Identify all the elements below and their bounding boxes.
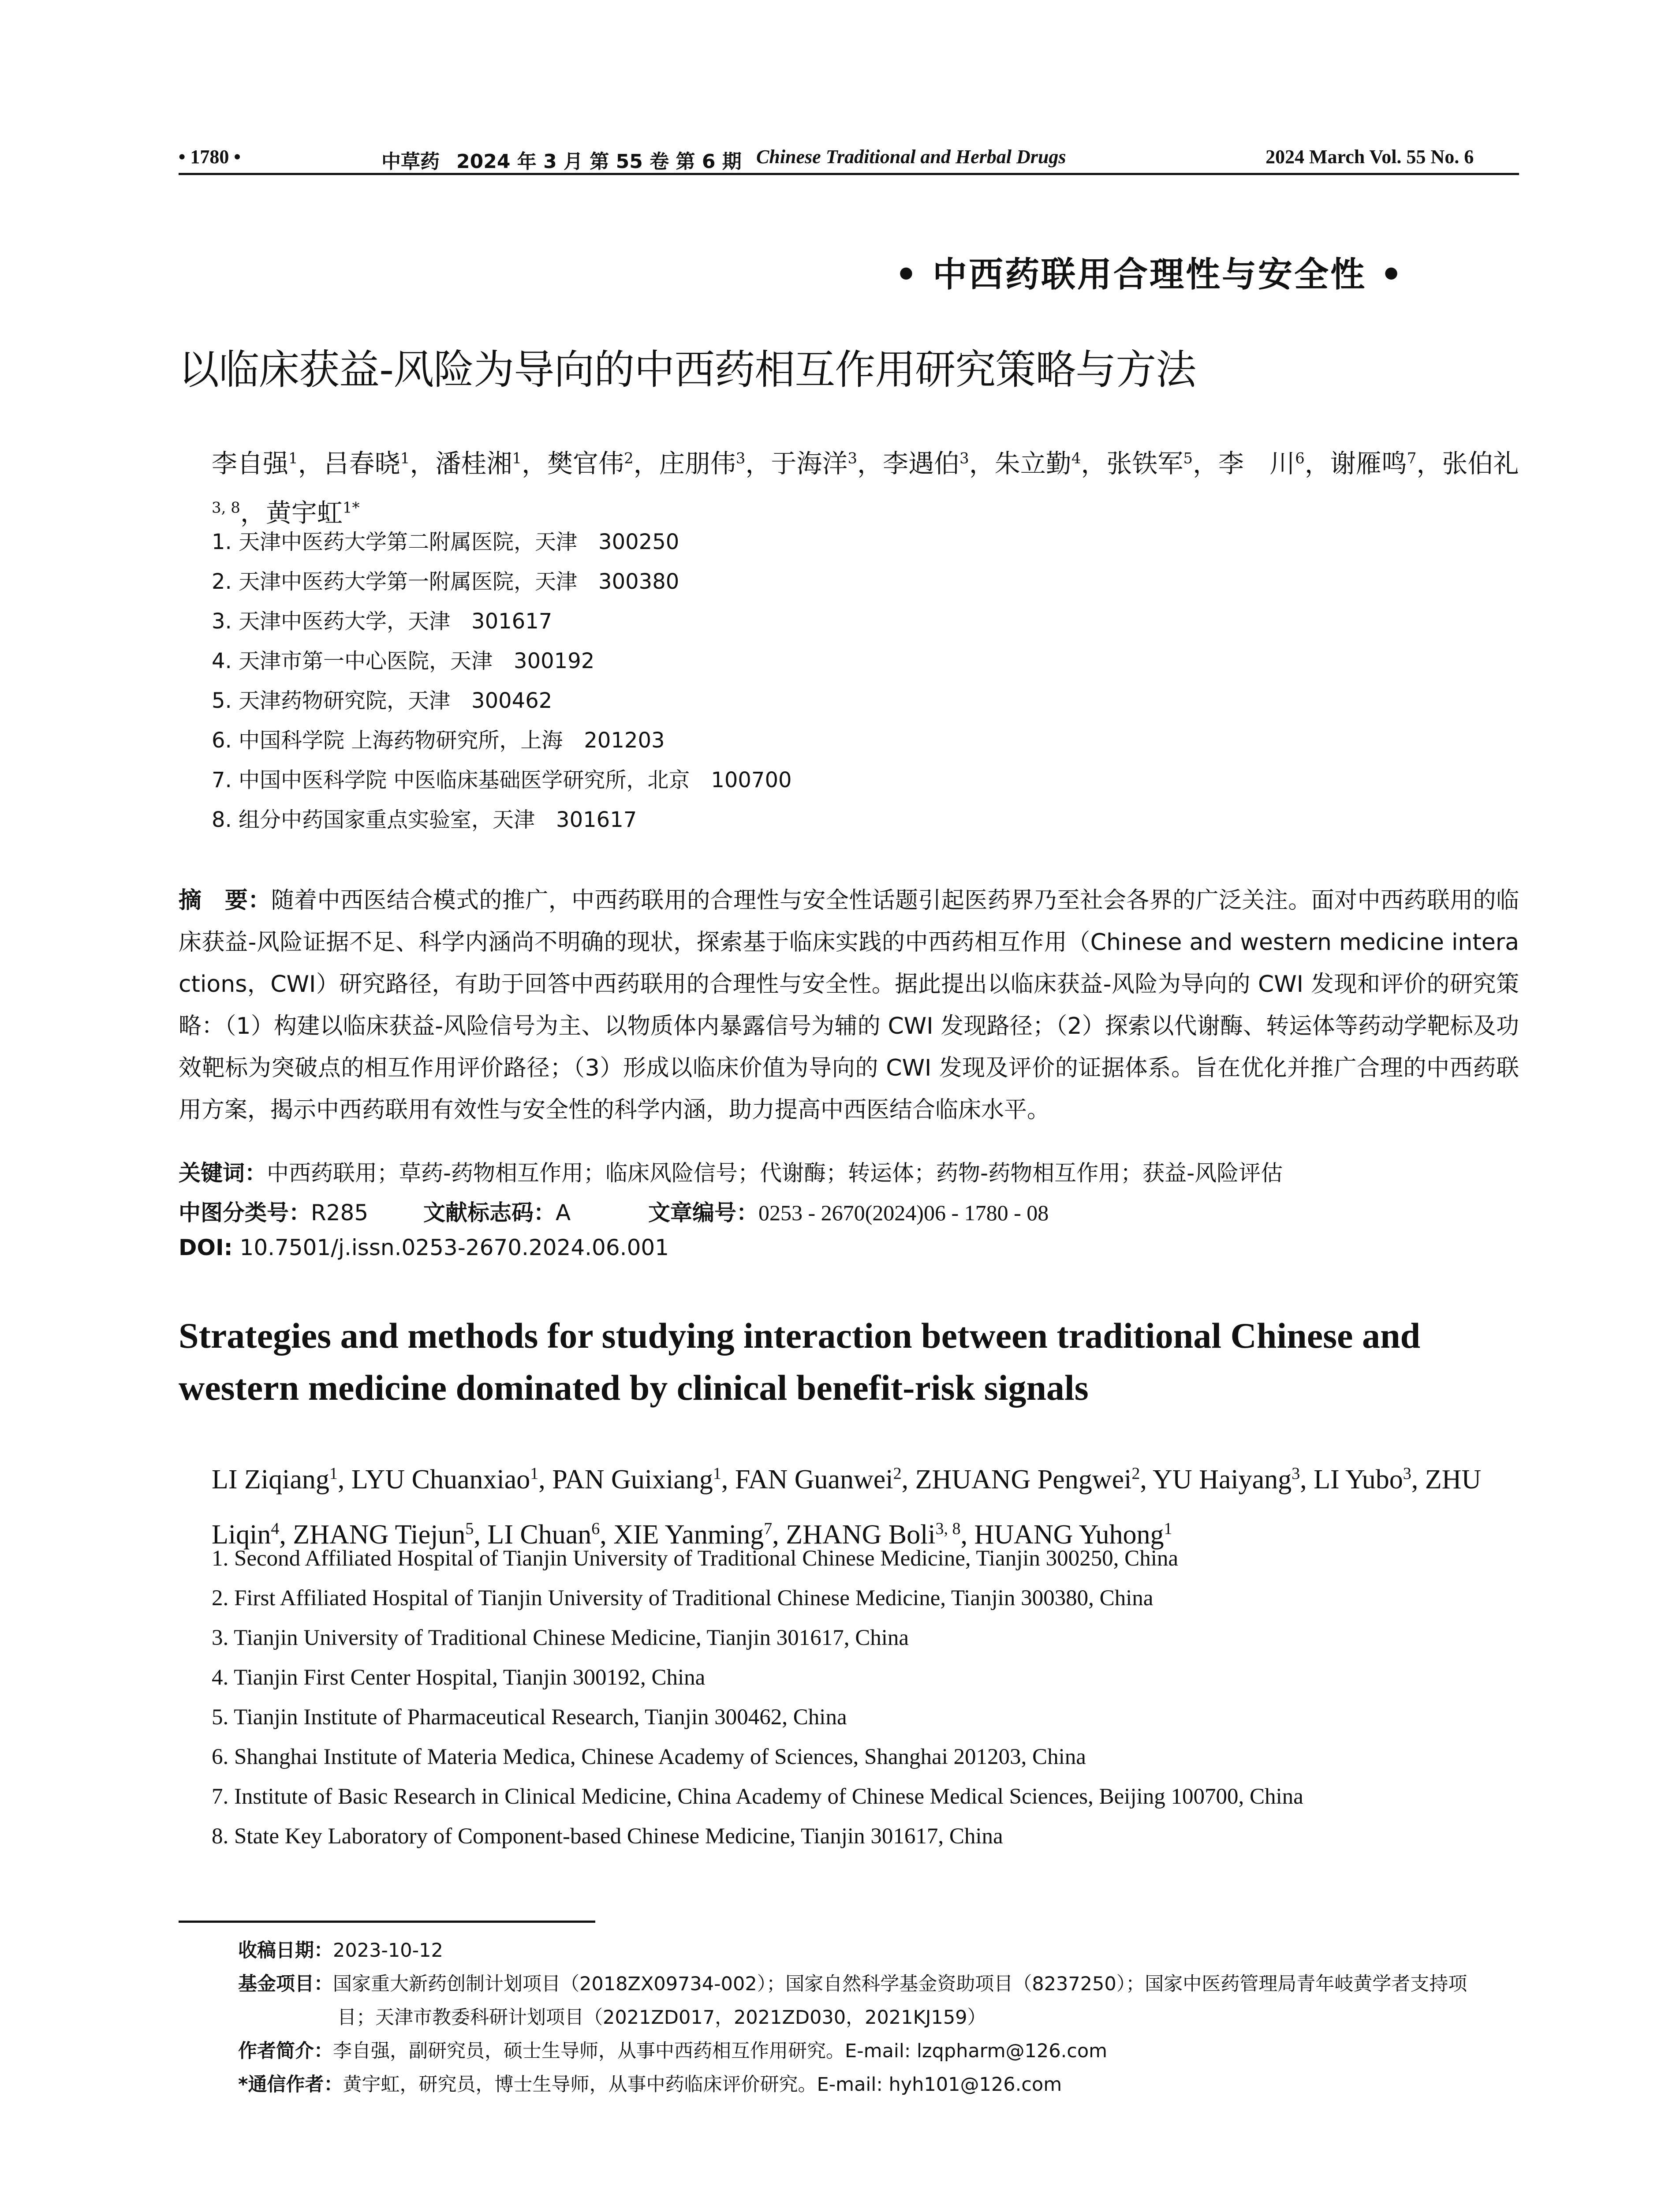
author-name: XIE Yanming [613, 1520, 764, 1550]
affiliation-cn: 2. 天津中医药大学第一附属医院，天津 300380 [212, 569, 679, 594]
received-date: 2023-10-12 [333, 1940, 443, 1962]
author-name: 朱立勤 [994, 448, 1071, 479]
doi-line [179, 1235, 669, 1260]
running-header [179, 142, 1519, 175]
author-affiliation-mark: 1 [1164, 1519, 1172, 1538]
author-affiliation-mark: 5 [1183, 450, 1193, 467]
author-name: LI Chuan [487, 1520, 592, 1550]
fund-line-2: 目；天津市教委科研计划项目（2021ZD017，2021ZD030，2021KJ159） [337, 2007, 986, 2029]
author-name: PAN Guixiang [552, 1464, 713, 1495]
author-affiliation-mark: 3 [847, 450, 858, 467]
author [266, 498, 360, 528]
affiliation-cn: 7. 中国中医科学院 中医临床基础医学研究所，北京 100700 [212, 768, 792, 792]
author-affiliation-mark: 3 [735, 450, 746, 467]
author [1106, 448, 1193, 478]
footnote-funding [238, 1967, 1521, 2034]
fund-line-1: 国家重大新药创制计划项目（2018ZX09734-002）；国家自然科学基金资助项目（8237250）；国家中医药管理局青年岐黄学者支持项 [333, 1973, 1467, 1995]
affiliation-en: 1. Second Affiliated Hospital of Tianjin University of Traditional Chinese Medicine, Tianjin 300250, China [212, 1546, 1179, 1571]
author-name: FAN Guanwei [735, 1464, 893, 1495]
author-affiliation-mark: 1 [713, 1464, 721, 1483]
author [771, 448, 857, 478]
abstract-label: 摘 要： [179, 887, 271, 914]
author-name: LI Ziqiang [212, 1464, 329, 1495]
doi-label: DOI: [179, 1235, 233, 1260]
author [1330, 448, 1417, 478]
affiliation-en: 4. Tianjin First Center Hospital, Tianjin 300192, China [212, 1665, 706, 1690]
author-name: ZHANG Tiejun [293, 1520, 466, 1550]
affiliation-cn: 5. 天津药物研究院，天津 300462 [212, 688, 553, 713]
author-affiliation-mark: 2 [1131, 1464, 1140, 1483]
author-name: 张铁军 [1106, 448, 1183, 479]
corresponding-author: 黄宇虹，研究员，博士生导师，从事中药临床评价研究。E-mail: hyh101@126.com [343, 2074, 1062, 2096]
author-affiliation-mark: 3 [959, 450, 969, 467]
author-affiliation-mark: 4 [1071, 450, 1081, 467]
keywords-text: 中西药联用；草药-药物相互作用；临床风险信号；代谢酶；转运体；药物-药物相互作用；获益-风险评估 [267, 1160, 1283, 1186]
journal-name-en: Chinese Traditional and Herbal Drugs [756, 146, 1066, 168]
abstract-cn [179, 880, 1519, 1131]
page-number: • 1780 • [179, 146, 241, 168]
affiliation-en: 8. State Key Laboratory of Component-based Chinese Medicine, Tianjin 301617, China [212, 1824, 1003, 1849]
author-affiliation-mark: 6 [1295, 450, 1305, 467]
author-name: 庄朋伟 [659, 448, 736, 479]
author-affiliation-mark: 7 [1407, 450, 1417, 467]
author-name: 张伯礼 [1442, 448, 1519, 479]
affiliation-en: 2. First Affiliated Hospital of Tianjin University of Traditional Chinese Medicine, Tianjin 300380, China [212, 1586, 1154, 1611]
author-affiliation-mark: 7 [764, 1519, 773, 1538]
author-name: ZHANG Boli [786, 1520, 936, 1550]
authors-cn: 李自强$^1$，吕春晓$^1$，潘桂湘$^1$，樊官伟$^2$，庄朋伟$^3$，于海洋$^3$，李遇伯$^3$，朱立勤$^4$，张铁军$^5$，李 川$^6$，谢雁鸣$^7$，张伯礼$^{3, 8}$，黄宇虹$^{1*}$ [212, 448, 1519, 528]
doc-code-value: A [556, 1200, 571, 1226]
title-en: Strategies and methods for studying interaction between traditional Chinese and western medicine dominated by clinical benefit-risk signals [179, 1316, 1421, 1408]
author-name: HUANG Yuhong [974, 1520, 1164, 1550]
fund-label: 基金项目： [238, 1973, 333, 1995]
author-name: 黄宇虹 [265, 497, 343, 528]
author [1218, 448, 1305, 478]
author-bio: 李自强，副研究员，硕士生导师，从事中西药相互作用研究。E-mail: lzqpharm@126.com [333, 2040, 1108, 2062]
author-name: 李遇伯 [883, 448, 960, 479]
author-name: YU Haiyang [1153, 1464, 1292, 1495]
author [552, 1465, 721, 1495]
journal-name-cn: 中草药 [381, 150, 440, 173]
author [351, 1465, 538, 1495]
authors-en: LI Ziqiang$^1$, LYU Chuanxiao$^1$, PAN Guixiang$^1$, FAN Guanwei$^2$, ZHUANG Pengwei$^2$, YU Haiyang$^3$, LI Yubo$^3$, ZHU Liqin$^4$, ZHANG Tiejun$^5$, LI Chuan$^6$, XIE Yanming$^7$, ZHANG Boli$^{3, 8}$, HUANG Yuhong$^1$ [212, 1464, 1482, 1550]
author [915, 1465, 1140, 1495]
title-cn: 以临床获益-风险为导向的中西药相互作用研究策略与方法 [179, 346, 1196, 393]
issue-info-cn: 2024 年 3 月 第 55 卷 第 6 期 [456, 150, 742, 173]
footnote-author [238, 2034, 1107, 2068]
author [547, 448, 634, 478]
section-label: • 中西药联用合理性与安全性 • [895, 254, 1404, 295]
keywords-cn [179, 1155, 1283, 1187]
author-affiliation-mark: 3, 8 [212, 499, 240, 517]
author-affiliation-mark: 1 [288, 450, 298, 467]
doc-code-label: 文献标志码： [423, 1200, 556, 1226]
author [735, 1465, 902, 1495]
clc-value: R285 [311, 1200, 369, 1226]
author-name: ZHUANG Pengwei [915, 1464, 1132, 1495]
author [212, 1465, 338, 1495]
classification-line [179, 1195, 1049, 1227]
footnote-received [238, 1934, 443, 1967]
author [659, 448, 746, 478]
author-affiliation-mark: 1* [342, 499, 360, 517]
author [435, 448, 522, 478]
author-affiliation-mark: 2 [624, 450, 634, 467]
author-affiliation-mark: 4 [271, 1519, 280, 1538]
author-affiliation-mark: 1 [512, 450, 522, 467]
author [1314, 1465, 1411, 1495]
affiliation-cn: 8. 组分中药国家重点实验室，天津 301617 [212, 807, 637, 832]
affiliation-en: 6. Shanghai Institute of Materia Medica, Chinese Academy of Sciences, Shanghai 201203, China [212, 1745, 1086, 1769]
footnote-divider [179, 1921, 595, 1923]
author-affiliation-mark: 1 [530, 1464, 539, 1483]
affiliation-cn: 1. 天津中医药大学第二附属医院，天津 300250 [212, 530, 679, 554]
author-name: 樊官伟 [547, 448, 624, 479]
author-affiliation-mark: 2 [893, 1464, 902, 1483]
abstract-text: 随着中西医结合模式的推广，中西药联用的合理性与安全性话题引起医药界乃至社会各界的广泛关注。面对中西药联用的临床获益-风险证据不足、科学内涵尚不明确的现状，探索基于临床实践的中西药相互作用（Chinese and western medicine interactions，CWI）研究路径，有助于回答中西药联用的合理性与安全性。据此提出以临床获益-风险为导向的 CWI 发现和评价的研究策略：（1）构建以临床获益-风险信号为主、以物质体内暴露信号为辅的 CWI 发现路径；（2）探索以代谢酶、转运体等药动学靶标及功效靶标为突破点的相互作用评价路径；（3）形成以临床价值为导向的 CWI 发现及评价的证据体系。旨在优化并推广合理的中西药联用方案，揭示中西药联用有效性与安全性的科学内涵，助力提高中西医结合临床水平。 [179, 887, 1519, 1123]
author-name: 谢雁鸣 [1330, 448, 1407, 479]
author-affiliation-mark: 1 [329, 1464, 338, 1483]
footnote-corresponding [238, 2068, 1062, 2101]
corresponding-label: *通信作者： [238, 2074, 343, 2096]
keywords-label: 关键词： [179, 1160, 267, 1186]
affiliation-cn: 3. 天津中医药大学，天津 301617 [212, 609, 553, 634]
author-bio-label: 作者简介： [238, 2040, 333, 2062]
issue-info-en: 2024 March Vol. 55 No. 6 [1266, 146, 1474, 168]
affiliation-en: 3. Tianjin University of Traditional Chinese Medicine, Tianjin 301617, China [212, 1626, 909, 1650]
author-affiliation-mark: 1 [400, 450, 410, 467]
author-affiliation-mark: 6 [591, 1519, 600, 1538]
received-label: 收稿日期： [238, 1940, 333, 1962]
clc-label: 中图分类号： [179, 1200, 311, 1226]
author-name: 吕春晓 [323, 448, 400, 479]
article-number-label: 文章编号： [648, 1200, 758, 1226]
author-affiliation-mark: 5 [465, 1519, 474, 1538]
doi-value[interactable]: 10.7501/j.issn.0253-2670.2024.06.001 [239, 1235, 669, 1260]
author [212, 448, 298, 478]
affiliation-en: 7. Institute of Basic Research in Clinical Medicine, China Academy of Chinese Medical Sciences, Beijing 100700, China [212, 1784, 1303, 1809]
affiliation-en: 5. Tianjin Institute of Pharmaceutical Research, Tianjin 300462, China [212, 1705, 847, 1730]
affiliation-cn: 4. 天津市第一中心医院，天津 300192 [212, 649, 595, 673]
author-name: ZHU Liqin [212, 1464, 1482, 1550]
author-name: 李 川 [1218, 448, 1295, 479]
author [995, 448, 1081, 478]
author-name: LYU Chuanxiao [351, 1464, 530, 1495]
article-number-value: 0253 - 2670(2024)06 - 1780 - 08 [758, 1200, 1049, 1225]
author-name: 潘桂湘 [435, 448, 512, 479]
author [1153, 1465, 1300, 1495]
author-affiliation-mark: 3 [1292, 1464, 1300, 1483]
author-affiliation-mark: 3 [1403, 1464, 1411, 1483]
author [883, 448, 969, 478]
author [324, 448, 410, 478]
author-name: 李自强 [212, 448, 289, 479]
author-name: LI Yubo [1314, 1464, 1403, 1495]
author-affiliation-mark: 3, 8 [935, 1519, 961, 1538]
affiliation-cn: 6. 中国科学院 上海药物研究所，上海 201203 [212, 728, 665, 753]
author-name: 于海洋 [771, 448, 848, 479]
